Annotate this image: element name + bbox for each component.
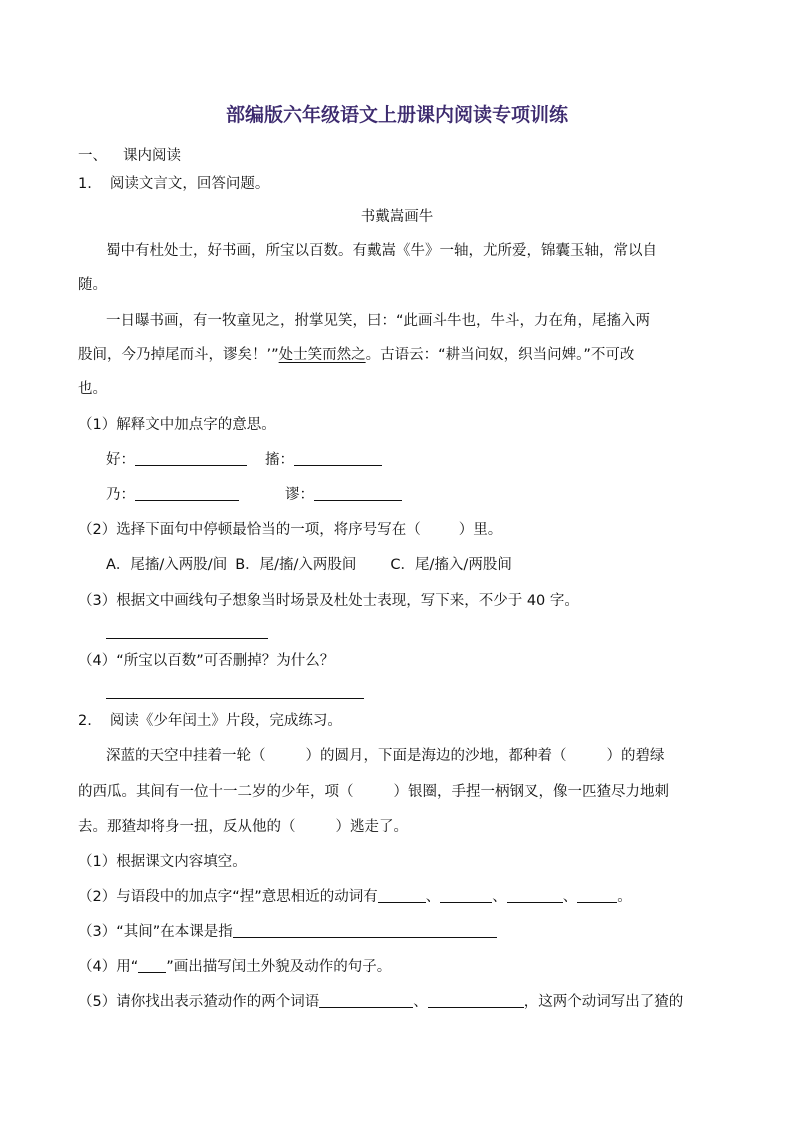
subquestion-1-4: （4）“所宝以百数”可否删掉？为什么？ <box>78 653 335 669</box>
option-b: B．尾/搐/入两股间 <box>235 557 357 573</box>
answer-blank[interactable] <box>135 485 239 501</box>
option-a: A．尾搐/入两股/间 <box>106 557 228 573</box>
option-c: C．尾/搐入/两股间 <box>390 557 512 573</box>
answer-blank[interactable] <box>314 485 402 501</box>
underline-sample <box>138 957 166 973</box>
subquestion-2-3: （3）“其间”在本课是指 <box>78 922 497 942</box>
question-number: 2. <box>78 713 92 729</box>
page-title: 部编版六年级语文上册课内阅读专项训练 <box>225 104 568 126</box>
underlined-sentence: 处士笑而然之 <box>278 347 366 363</box>
subquestion-1-2: （2）选择下面句中停顿最恰当的一项，将序号写在（ ）里。 <box>78 522 503 538</box>
answer-blank[interactable] <box>135 450 247 466</box>
section-number: 一、 <box>78 148 107 164</box>
subquestion-2-1: （1）根据课文内容填空。 <box>78 854 247 870</box>
question-instruction: 阅读《少年闰土》片段，完成练习。 <box>109 713 342 729</box>
passage-line: 随。 <box>78 277 107 293</box>
answer-blank[interactable] <box>507 887 563 903</box>
subquestion-2-4: （4）用“ ”画出描写闰土外貌及动作的句子。 <box>78 959 392 975</box>
answer-blank[interactable] <box>440 887 492 903</box>
subquestion-2-5: （5）请你找出表示猹动作的两个词语 、 ，这两个动词写出了猹的 <box>78 994 684 1010</box>
answer-line[interactable] <box>106 638 268 639</box>
answer-line[interactable] <box>106 698 364 699</box>
passage-line: 蜀中有杜处士，好书画，所宝以百数。有戴嵩《牛》一轴，尤所爱，锦囊玉轴，常以自 <box>106 243 657 259</box>
subquestion-2-2: （2）与语段中的加点字“捏”意思相近的动词有 、 、 、 。 <box>78 889 632 905</box>
subquestion-1-1: （1）解释文中加点字的意思。 <box>78 417 276 433</box>
definition-row: 好： 搐： <box>106 450 382 470</box>
question-number: 1. <box>78 176 92 192</box>
question-instruction: 阅读文言文，回答问题。 <box>109 176 270 192</box>
passage-line: 深蓝的天空中挂着一轮（ ）的圆月，下面是海边的沙地，都种着（ ）的碧绿 <box>106 748 665 764</box>
answer-blank[interactable] <box>378 887 426 903</box>
options-row <box>106 555 512 575</box>
definition-row: 乃： 谬： <box>106 485 402 505</box>
passage-line: 一日曝书画，有一牧童见之，拊掌见笑，曰：“此画斗牛也，牛斗，力在角，尾搐入两 <box>106 313 651 329</box>
passage-line: 的西瓜。其间有一位十一二岁的少年，项（ ）银圈，手捏一柄钢叉，像一匹猹尽力地刺 <box>78 784 669 800</box>
answer-blank[interactable] <box>319 992 413 1008</box>
question-1 <box>78 174 269 194</box>
subquestion-1-3: （3）根据文中画线句子想象当时场景及杜处士表现，写下来，不少于 40 字。 <box>78 593 579 609</box>
passage-title: 书戴嵩画牛 <box>360 209 434 225</box>
passage-line: 股间，今乃掉尾而斗，谬矣！’”处士笑而然之。古语云：“耕当问奴，织当问婢。”不可改 <box>78 347 635 363</box>
answer-blank[interactable] <box>577 887 617 903</box>
question-2 <box>78 711 342 731</box>
answer-blank[interactable] <box>294 450 382 466</box>
section-label: 课内阅读 <box>123 148 181 164</box>
passage-line: 也。 <box>78 381 107 397</box>
passage-line: 去。那猹却将身一扭，反从他的（ ）逃走了。 <box>78 819 408 835</box>
answer-blank[interactable] <box>233 922 497 938</box>
answer-blank[interactable] <box>428 992 524 1008</box>
section-heading <box>78 146 181 166</box>
